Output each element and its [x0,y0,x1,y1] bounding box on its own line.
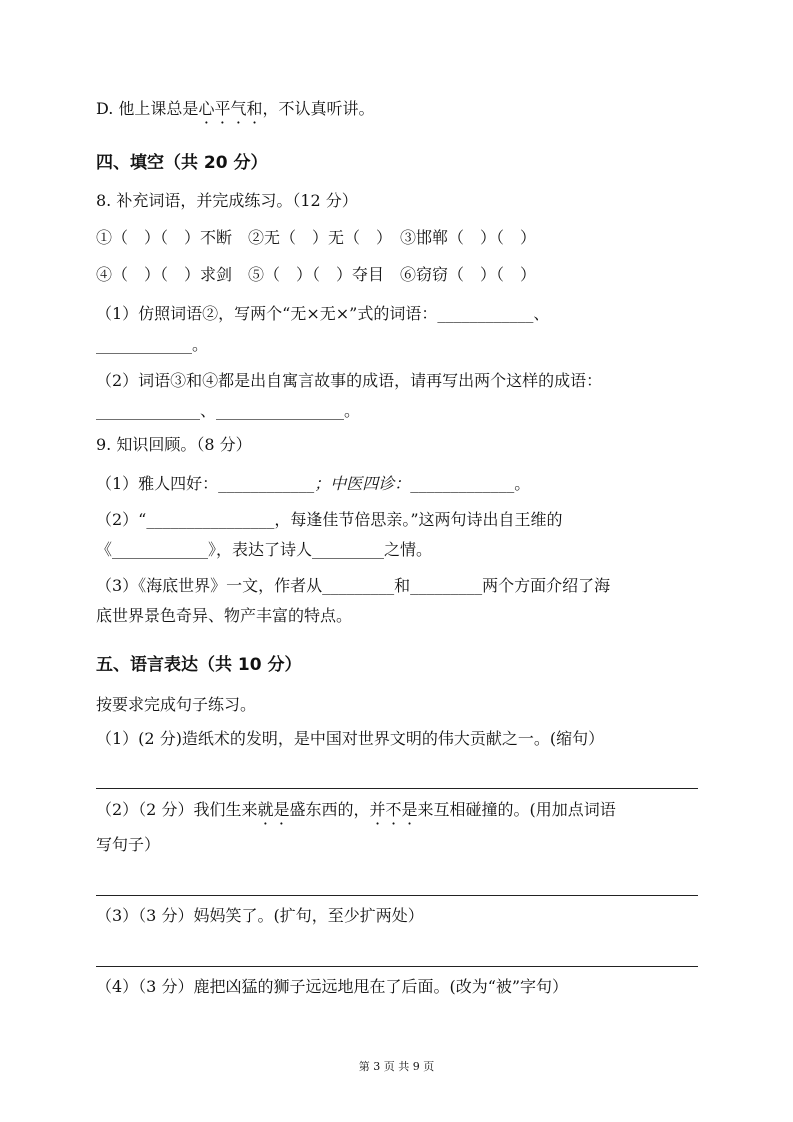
dotted-char: 平 [214,99,231,118]
q10-s4: （4）（3 分）鹿把凶猛的狮子远远地甩在了后面。(改为“被”字句） [96,977,569,996]
q10-s2 [96,799,616,821]
q7d-prefix: D. 他上课总是 [96,99,199,118]
q7-option-d [96,98,375,120]
dotted-char: 就 [257,800,274,819]
q8-sub1a: （1）仿照词语②，写两个“无×无×”式的词语：____________、 [96,304,550,323]
q9-sub1-c: _____________。 [410,474,531,493]
q10-intro: 按要求完成句子练习。 [96,695,257,714]
dotted-char: 是 [401,800,418,819]
q8-row1: ①（ ）（ ）不断 ②无（ ）无（ ） ③邯郸（ ）（ ） [96,228,537,247]
q8-sub2a: （2）词语③和④都是出自寓言故事的成语，请再写出两个这样的成语： [96,371,603,390]
q8-sub2b: _____________、________________。 [96,401,361,420]
dotted-char: 心 [198,99,215,118]
q9-sub2a: （2）“________________，每逢佳节倍思亲。”这两句诗出自王维的 [96,510,563,529]
q9-title: 9. 知识回顾。（8 分） [96,435,252,454]
q9-sub3a: （3）《海底世界》一文，作者从_________和_________两个方面介绍了海 [96,576,611,595]
section4-title: 四、填空（共 20 分） [96,153,268,173]
q10-s3: （3）（3 分）妈妈笑了。(扩句，至少扩两处） [96,906,424,925]
q10-s2-post: 来互相碰撞的。(用加点词语 [417,800,616,819]
answer-line[interactable] [96,966,698,967]
q8-row2: ④（ ）（ ）求剑 ⑤（ ）（ ）夺目 ⑥窃窃（ ）（ ） [96,265,537,284]
dotted-char: 和 [246,99,263,118]
dotted-char: 并 [369,800,386,819]
q9-sub1 [96,473,530,495]
q7d-suffix: ，不认真听讲。 [262,99,375,118]
section5-title: 五、语言表达（共 10 分） [96,655,302,675]
q9-sub1-a: （1）雅人四好：____________ [96,474,315,493]
q9-sub2b: 《____________》，表达了诗人_________之情。 [96,540,433,559]
dotted-char: 不 [385,800,402,819]
answer-line[interactable] [96,895,698,896]
q10-s2-mid: 盛东西的， [289,800,370,819]
q9-sub1-b: ；中医四诊： [314,474,411,493]
q10-s1: （1）(2 分)造纸术的发明，是中国对世界文明的伟大贡献之一。(缩句） [96,729,605,748]
page-footer: 第 3 页 共 9 页 [358,1060,435,1073]
dotted-char: 气 [230,99,247,118]
q10-s2b: 写句子） [96,835,161,854]
dotted-char: 是 [273,800,290,819]
q9-sub3b: 底世界景色奇异、物产丰富的特点。 [96,606,353,625]
q8-sub1b: ____________。 [96,335,209,354]
q8-title: 8. 补充词语，并完成练习。（12 分） [96,191,358,210]
answer-line[interactable] [96,788,698,789]
q10-s2-pre: （2）（2 分）我们生来 [96,800,258,819]
